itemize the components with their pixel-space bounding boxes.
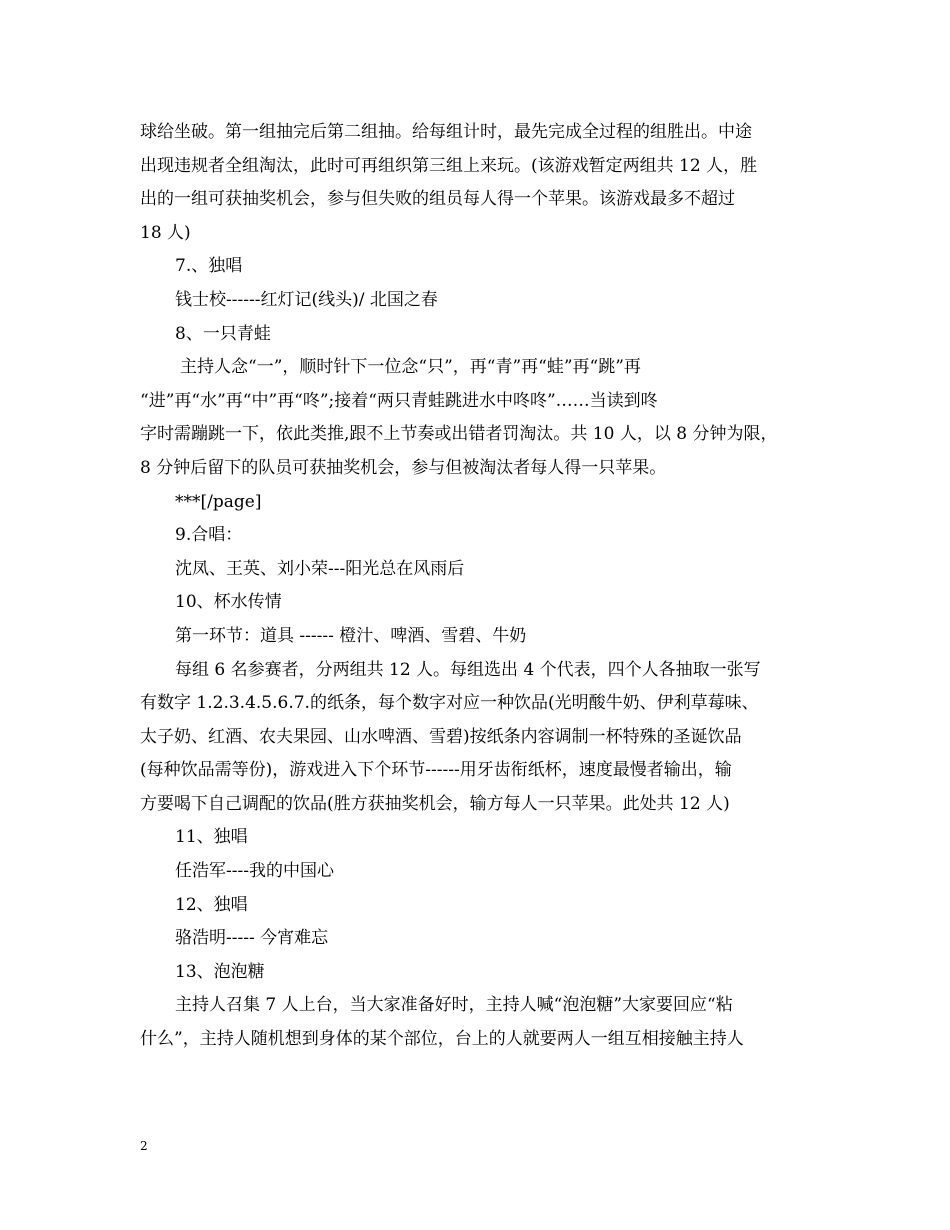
text-line: 钱士校------红灯记(线头)/ 北国之春 bbox=[175, 289, 438, 310]
text-line: 18 人) bbox=[140, 222, 191, 243]
section-heading: 13、泡泡糖 bbox=[175, 961, 265, 982]
document-body bbox=[140, 116, 830, 1057]
text-line: (每种饮品需等份)，游戏进入下个环节------用牙齿衔纸杯，速度最慢者输出，输 bbox=[140, 760, 732, 781]
section-heading: 12、独唱 bbox=[175, 894, 248, 915]
text-line: 太子奶、红酒、农夫果园、山水啤酒、雪碧)按纸条内容调制一杯特殊的圣诞饮品 bbox=[140, 726, 742, 747]
text-line: 第一环节：道具 ------ 橙汁、啤酒、雪碧、牛奶 bbox=[175, 625, 527, 646]
text-line: 主持人召集 7 人上台，当大家准备好时，主持人喊“泡泡糖”大家要回应“粘 bbox=[175, 995, 733, 1016]
section-heading: 9.合唱： bbox=[175, 525, 243, 546]
text-line: 主持人念“一”，顺时针下一位念“只”，再“青”再“蛙”再“跳”再 bbox=[180, 357, 641, 378]
text-line: 8 分钟后留下的队员可获抽奖机会，参与但被淘汰者每人得一只苹果。 bbox=[140, 457, 667, 478]
text-line: 什么”，主持人随机想到身体的某个部位，台上的人就要两人一组互相接触主持人 bbox=[140, 1029, 744, 1050]
text-line: 出现违规者全组淘汰，此时可再组织第三组上来玩。(该游戏暂定两组共 12 人，胜 bbox=[140, 155, 758, 176]
text-line: ***[/page] bbox=[175, 491, 262, 512]
text-line: 字时需蹦跳一下，依此类推,跟不上节奏或出错者罚淘汰。共 10 人，以 8 分钟为限， bbox=[140, 424, 778, 445]
section-heading: 11、独唱 bbox=[175, 827, 248, 848]
text-line: 有数字 1.2.3.4.5.6.7.的纸条，每个数字对应一种饮品(光明酸牛奶、伊利草莓味、 bbox=[140, 693, 759, 714]
section-heading: 7.、独唱 bbox=[175, 256, 243, 277]
text-line: “进”再“水”再“中”再“咚”;接着“两只青蛙跳进水中咚咚”……当读到咚 bbox=[140, 390, 658, 411]
text-line: 球给坐破。第一组抽完后第二组抽。给每组计时，最先完成全过程的组胜出。中途 bbox=[140, 122, 752, 142]
text-line: 任浩军----我的中国心 bbox=[175, 861, 334, 882]
text-line: 骆浩明----- 今宵难忘 bbox=[175, 928, 329, 949]
text-line: 方要喝下自己调配的饮品(胜方获抽奖机会，输方每人一只苹果。此处共 12 人) bbox=[140, 793, 730, 814]
text-line: 出的一组可获抽奖机会，参与但失败的组员每人得一个苹果。该游戏最多不超过 bbox=[140, 189, 735, 210]
text-line: 沈凤、王英、刘小荣---阳光总在风雨后 bbox=[175, 558, 465, 579]
text-line: 每组 6 名参赛者，分两组共 12 人。每组选出 4 个代表，四个人各抽取一张写 bbox=[175, 659, 761, 680]
section-heading: 10、杯水传情 bbox=[175, 592, 282, 613]
section-heading: 8、一只青蛙 bbox=[175, 323, 271, 344]
page-number: 2 bbox=[140, 1139, 148, 1153]
